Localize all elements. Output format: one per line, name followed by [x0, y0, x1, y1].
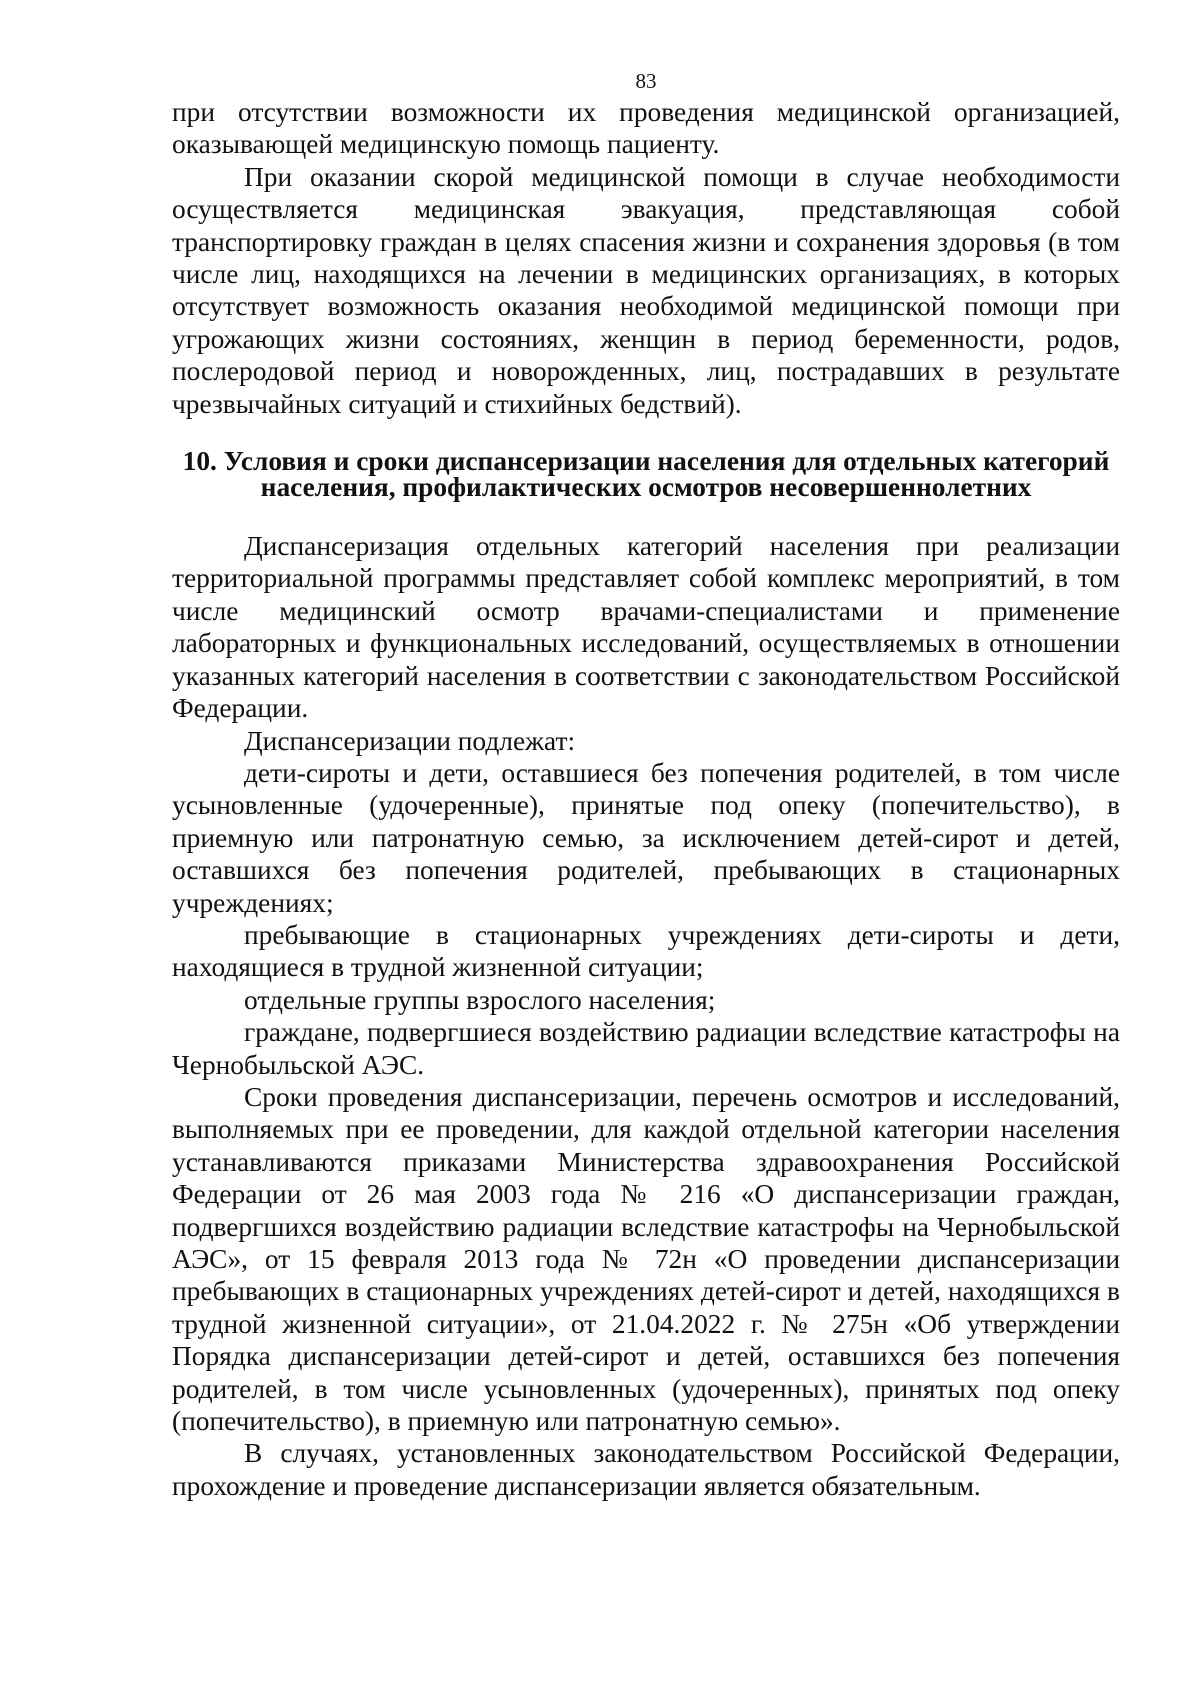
paragraph-mandatory: В случаях, установленных законодательством Российской Федерации, прохождение и проведение диспансеризации является обязательным.	[172, 1438, 1120, 1501]
paragraph-timing-orders: Сроки проведения диспансеризации, перечень осмотров и исследований, выполняемых при ее проведении, для каждой отдельной категории населения устанавливаются приказами Министерства здравоохранения Российской Федерации от 26 мая 2003 года № 216 «О диспансеризации граждан, подвергшихся воздействию радиации вследствие катастрофы на Чернобыльской АЭС», от 15 февраля 2013 года № 72н «О проведении диспансеризации пребывающих в стационарных учреждениях детей-сирот и детей, находящихся в трудной жизненной ситуации», от 21.04.2022 г. № 275н «Об утверждении Порядка диспансеризации детей-сирот и детей, оставшихся без попечения родителей, в том числе усыновленных (удочеренных), принятых под опеку (попечительство), в приемную или патронатную семью».	[172, 1081, 1120, 1437]
page-number: 83	[635, 69, 657, 93]
paragraph-orphans: дети-сироты и дети, оставшиеся без попечения родителей, в том числе усыновленные (удочеренные), принятые под опеку (попечительство), в приемную или патронатную семью, за исключением детей-сирот и детей, оставшихся без попечения родителей, пребывающих в стационарных учреждениях;	[172, 757, 1120, 918]
paragraph-adult-groups: отдельные группы взрослого населения;	[244, 984, 716, 1015]
paragraph-institution-children: пребывающие в стационарных учреждениях дети-сироты и дети, находящиеся в трудной жизненной ситуации;	[172, 919, 1120, 983]
paragraph-continuation: при отсутствии возможности их проведения медицинской организацией, оказывающей медицинскую помощь пациенту.	[172, 97, 1120, 160]
document-page	[172, 68, 1120, 1502]
paragraph-chernobyl: граждане, подвергшиеся воздействию радиации вследствие катастрофы на Чернобыльской АЭС.	[172, 1017, 1120, 1080]
section-heading: 10. Условия и сроки диспансеризации населения для отдельных категорий населения, профилактических осмотров несовершеннолетних	[182, 446, 1110, 503]
paragraph-dispensary-definition: Диспансеризация отдельных категорий населения при реализации территориальной программы представляет собой комплекс мероприятий, в том числе медицинский осмотр врачами-специалистами и применение лабораторных и функциональных исследований, осуществляемых в отношении указанных категорий населения в соответствии с законодательством Российской Федерации.	[172, 531, 1120, 724]
paragraph-subject-to: Диспансеризации подлежат:	[244, 725, 576, 756]
paragraph-ambulance-evacuation: При оказании скорой медицинской помощи в случае необходимости осуществляется медицинская эвакуация, представляющая собой транспортировку граждан в целях спасения жизни и сохранения здоровья (в том числе лиц, находящихся на лечении в медицинских организациях, в которых отсутствует возможность оказания необходимой медицинской помощи при угрожающих жизни состояниях, женщин в период беременности, родов, послеродовой период и новорожденных, лиц, пострадавших в результате чрезвычайных ситуаций и стихийных бедствий).	[172, 161, 1120, 419]
